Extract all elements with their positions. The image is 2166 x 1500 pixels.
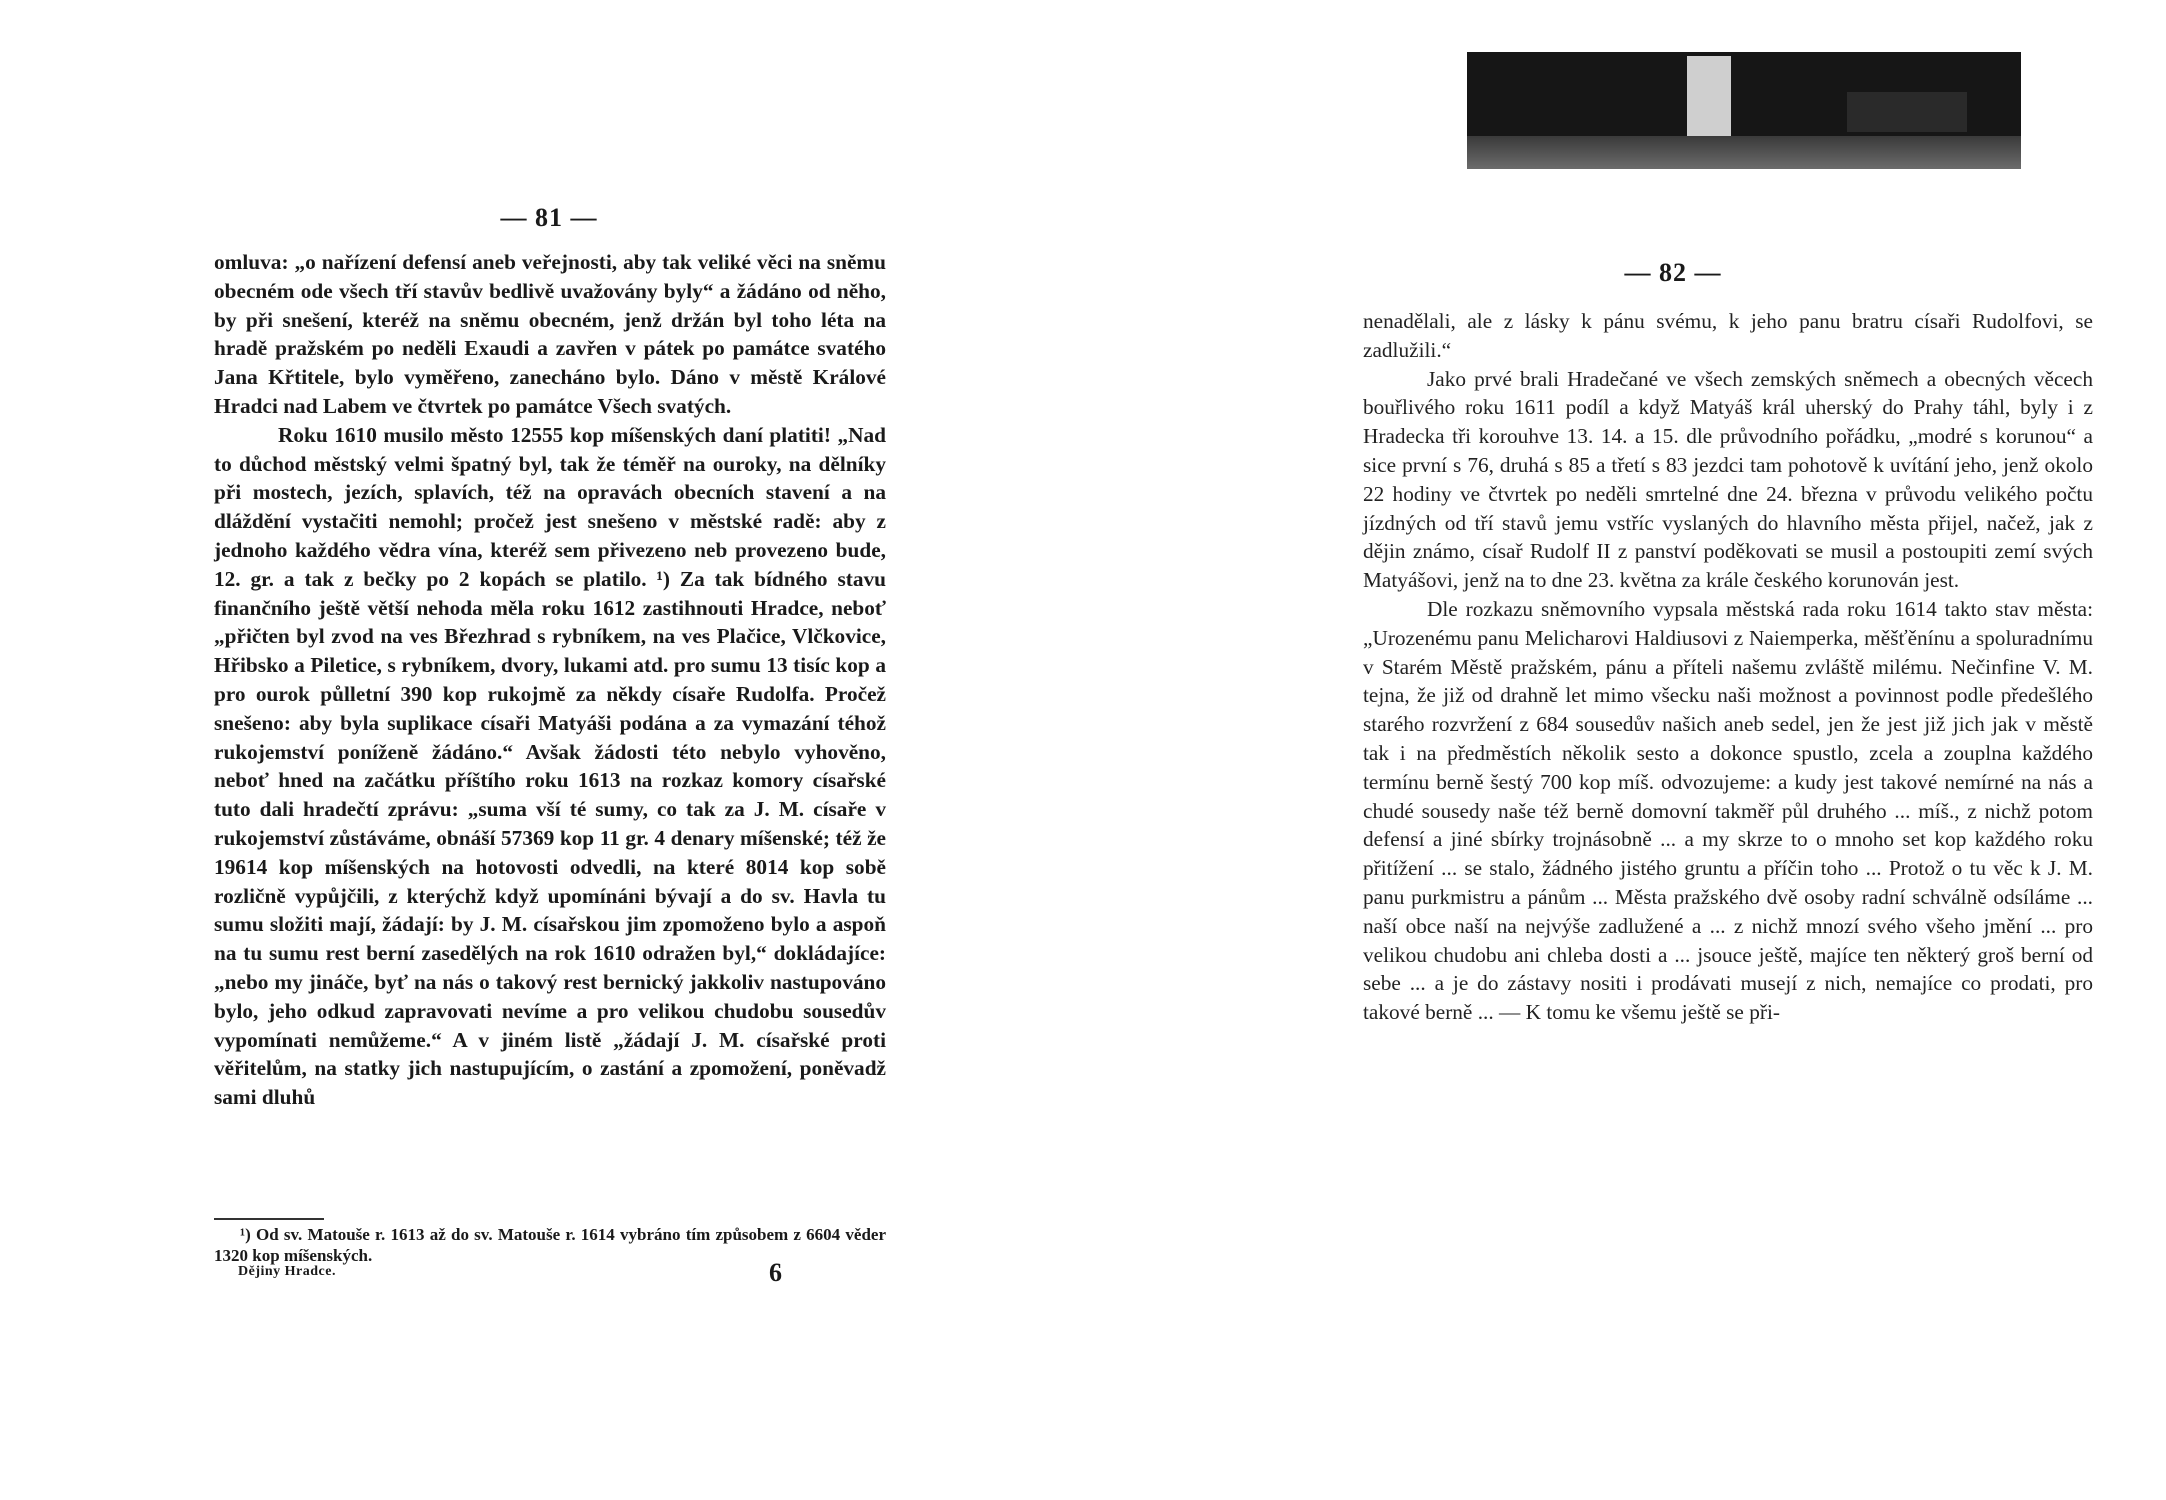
page-body: [1363, 307, 2093, 1027]
scan-artifact: [1467, 52, 2021, 169]
right-page: [1083, 0, 2166, 1500]
paragraph: Jako prvé brali Hradečané ve všech zemských sněmech a obecných věcech bouřlivého roku 1611 podíl a když Matyáš král uherský do Prahy táhl, byly i z Hradecka tři korouhve 13. 14. a 15. dle průvodního pořádku, „modré s korunou“ a sice první s 76, druhá s 85 a třetí s 83 jezdci tam pohotově k uvítání jeho, jenž okolo 22 hodiny ve čtvrtek po neděli smrtelné dne 24. března v průvodu velikého počtu jízdných od tří stavů jemu vstříc vyslaných do hlavního města přijel, načež, jak z dějin známo, císař Rudolf II z panství poděkovati se musil a postoupiti zemí svých Matyášovi, jenž na to dne 23. května za krále českého korunován jest.: [1363, 366, 2093, 593]
paragraph: Roku 1610 musilo město 12555 kop míšenských daní platiti! „Nad to důchod městský velmi špatný byl, tak že téměř na ouroky, na dělníky při mostech, jezích, splavích, též na opravách obecních stavení a na dláždění vystačiti nemohl; pročež jest snešeno v městské radě: aby z jednoho každého vědra vína, kteréž sem přivezeno neb provezeno bude, 12. gr. a tak z bečky po 2 kopách se platilo. ¹) Za tak bídného stavu finančního ještě větší nehoda měla roku 1612 zastihnouti Hradce, neboť „přičten byl zvod na ves Březhrad s rybníkem, na ves Plačice, Vlčkovice, Hřibsko a Piletice, s rybníkem, dvory, lukami atd. pro sumu 13 tisíc kop a pro ourok půlletní 390 kop rukojmě za někdy císaře Rudolfa. Pročež snešeno: aby byla suplikace císaři Matyáši podána a za vymazání téhož rukojemství poníženě žádáno.“ Avšak žádosti této nebylo vyhověno, neboť hned na začátku příštího roku 1613 na rozkaz komory císařské tuto dali hradečtí zprávu: „suma vší té sumy, co tak za J. M. císaře v rukojemství zůstáváme, obnáší 57369 kop 11 gr. 4 denary míšenské; též že 19614 kop míšenských na hotovosti odvedli, na které 8014 kop sobě rozličně vypůjčili, z kterýchž když upomínáni bývají a do sv. Havla tu sumu složiti mají, žádají: by J. M. císařskou jim zpomoženo bylo a aspoň na tu sumu rest berní zasedělých na rok 1610 odražen byl,“ dokládajíce: „nebo my jináče, byť na nás o takový rest bernický jakkoliv nastupováno bylo, jeho odkud zapravovati nevíme a pro velikou chudobu sousedův vypomínati nemůžeme.“ A v jiném listě „žádají J. M. císařské proti věřitelům, na statky jich nastupujícím, o zastání a zpomožení, poněvadž sami dluhů: [214, 422, 886, 1110]
page-number: — 82 —: [1624, 258, 1722, 287]
paragraph: Dle rozkazu sněmovního vypsala městská rada roku 1614 takto stav města: „Urozenému panu Melicharovi Haldiusovi z Naiemperka, měšťěnínu a spoluradnímu v Starém Městě pražském, pánu a příteli našemu zvláště milému. Nečinfine V. M. tejna, že již od drahně let mimo všecku naši možnost a povinnost podle předešlého starého rozvržení z 684 sousedův našich aneb sedel, jen že jest již jich jak v městě tak i na předměstích několik sesto a dokonce spustlo, zcela a zouplna každého termínu berně šestý 700 kop míš. odvozujeme: a kudy jest takové nemírné na nás a chudé sousedy naše též berně domovní takměř půl druhého ... míš., z nichž potom defensí a jiné sbírky trojnásobně ... a my skrze to o mnoho set kop každého roku přitížení ... se stalo, žádného jistého gruntu a příčin toho ... Protož o tu věc k J. M. panu purkmistru a pánům ... Města pražského dvě osoby radní schválně odsíláme ... naší obce naší na nejvýše zadlužené a ... z nichž mnozí svého všeho jmění ... pro velikou chudobu ani chleba dosti a ... jsouce ještě, majíce ten některý groš berní od sebe ... a je do zástavy nositi i prodávati musejí z nich, nemajíce co prodati, pro takové berně ... — K tomu ke všemu ještě se při-: [1363, 596, 2093, 1025]
page-number: — 81 —: [500, 203, 598, 232]
scan-artifact-smudge: [1847, 92, 1967, 132]
signature-mark: Dějiny Hradce.: [238, 1264, 336, 1279]
scan-artifact-band: [1467, 136, 2021, 169]
footnote: ¹) Od sv. Matouše r. 1613 až do sv. Matouše r. 1614 vybráno tím způsobem z 6604 věder 1320 kop míšenských.: [214, 1225, 886, 1265]
footnote-rule: [214, 1218, 324, 1220]
sheet-number: 6: [769, 1258, 782, 1287]
paragraph: omluva: „o nařízení defensí aneb veřejnosti, aby tak veliké věci na sněmu obecném ode všech tří stavův bedlivě uvažovány byly“ a žádáno od něho, by při snešení, kteréž na sněmu obecném, jenž držán byl toho léta na hradě pražském po neděli Exaudi a zavřen v pátek po památce svatého Jana Křtitele, bylo vyměřeno, zanecháno bylo. Dáno v městě Králové Hradci nad Labem ve čtvrtek po památce Všech svatých.: [214, 250, 886, 418]
page-body: [214, 248, 886, 1112]
paragraph: nenadělali, ale z lásky k pánu svému, k jeho panu bratru císaři Rudolfovi, se zadlužili.“: [1363, 309, 2093, 362]
